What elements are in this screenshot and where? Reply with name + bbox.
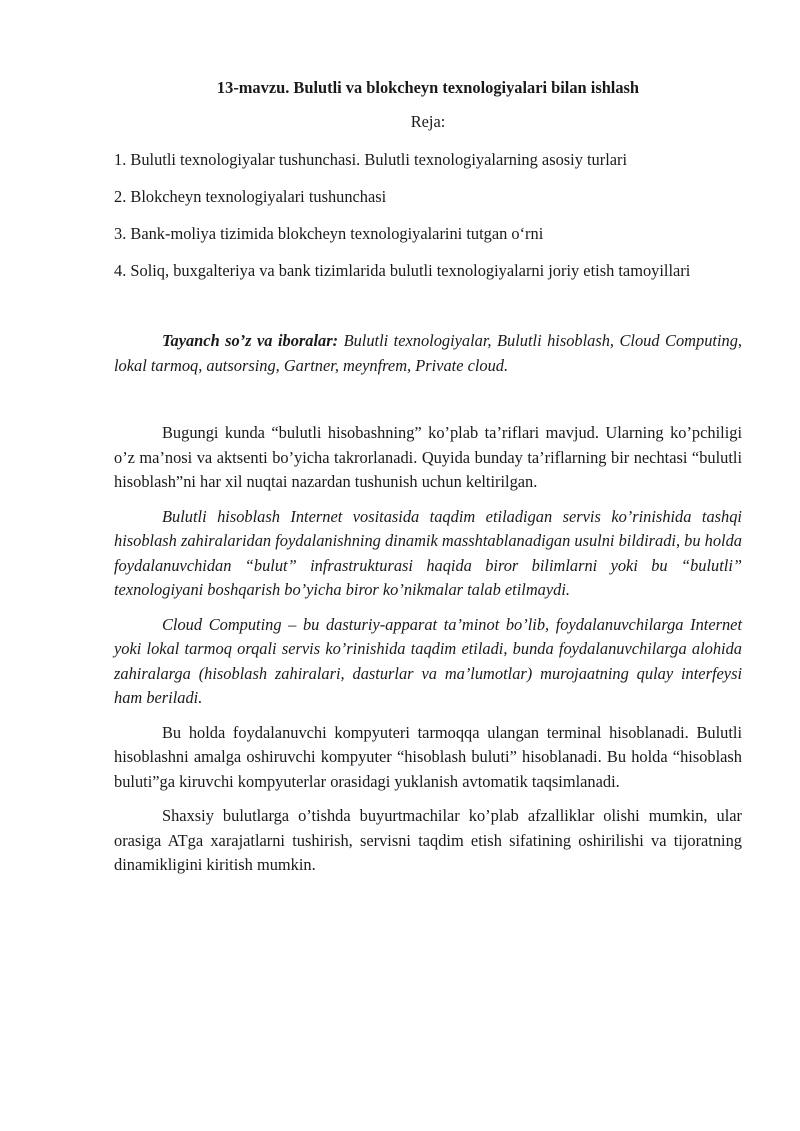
keywords-paragraph <box>114 329 742 378</box>
plan-item: 2. Blokcheyn texnologiyalari tushunchasi <box>114 187 387 206</box>
plan-item: 3. Bank-moliya tizimida blokcheyn texnologiyalarini tutgan o‘rni <box>114 224 544 243</box>
definition-paragraph: Bulutli hisoblash Internet vositasida taqdim etiladigan servis ko’rinishida tashqi hisoblash zahiralaridan foydalanishning dinamik masshtablanadigan usulni bildiradi, bu holda foydalanuvchidan “bulut” infrastrukturasi haqida biror bilimlarni yoki bu “bulutli” texnologiyani boshqarish bo’yicha biror ko’nikmalar talab etilmaydi. <box>114 506 742 599</box>
plan-list <box>114 148 742 283</box>
document-title: 13-mavzu. Bulutli va blokcheyn texnologiyalari bilan ishlash <box>216 78 640 97</box>
keywords-text: Bulutli texnologiyalar, Bulutli hisoblash, Cloud Computing, lokal tarmoq, autsorsing, Gartner, meynfrem, Private cloud. <box>114 331 742 375</box>
body-paragraph: Shaxsiy bulutlarga o’tishda buyurtmachilar ko’plab afzalliklar olishi mumkin, ular orasiga ATga xarajatlarni tushirish, servisni taqdim etish sifatining oshirilishi va tijoratning dinamikligini kiritish mumkin. <box>114 806 742 874</box>
body-paragraph: Bugungi kunda “bulutli hisobashning” ko’plab ta’riflari mavjud. Ularning ko’pchiligi o’z ma’nosi va aktsenti bo’yicha takrorlanadi. Quyida bunday ta’riflarning bir nechtasi “bulutli hisoblash”ni har xil nuqtai nazardan tushunish uchun keltirilgan. <box>114 423 742 491</box>
plan-item: 4. Soliq, buxgalteriya va bank tizimlarida bulutli texnologiyalarni joriy etish tamoyillari <box>114 261 691 280</box>
plan-item: 1. Bulutli texnologiyalar tushunchasi. Bulutli texnologiyalarning asosiy turlari <box>114 150 628 169</box>
plan-heading: Reja: <box>410 112 446 131</box>
body-paragraph: Bu holda foydalanuvchi kompyuteri tarmoqqa ulangan terminal hisoblanadi. Bulutli hisoblashni amalga oshiruvchi kompyuter “hisoblash buluti” hisoblanadi. Bu holda “hisoblash buluti”ga kiruvchi kompyuterlar orasidagi yuklanish avtomatik taqsimlanadi. <box>114 722 742 791</box>
definition-paragraph: Cloud Computing – bu dasturiy-apparat ta’minot bo’lib, foydalanuvchilarga Internet yoki lokal tarmoq orqali servis ko’rinishida taqdim etiladi, bunda foydalanuvchilarga alohida zahiralarga (hisoblash zahiralari, dasturlar va ma’lumotlar) murojaatning qulay interfeysi ham beriladi. <box>114 614 742 707</box>
keywords-label: Tayanch so’z va iboralar: <box>162 331 339 350</box>
document-page <box>114 76 742 888</box>
